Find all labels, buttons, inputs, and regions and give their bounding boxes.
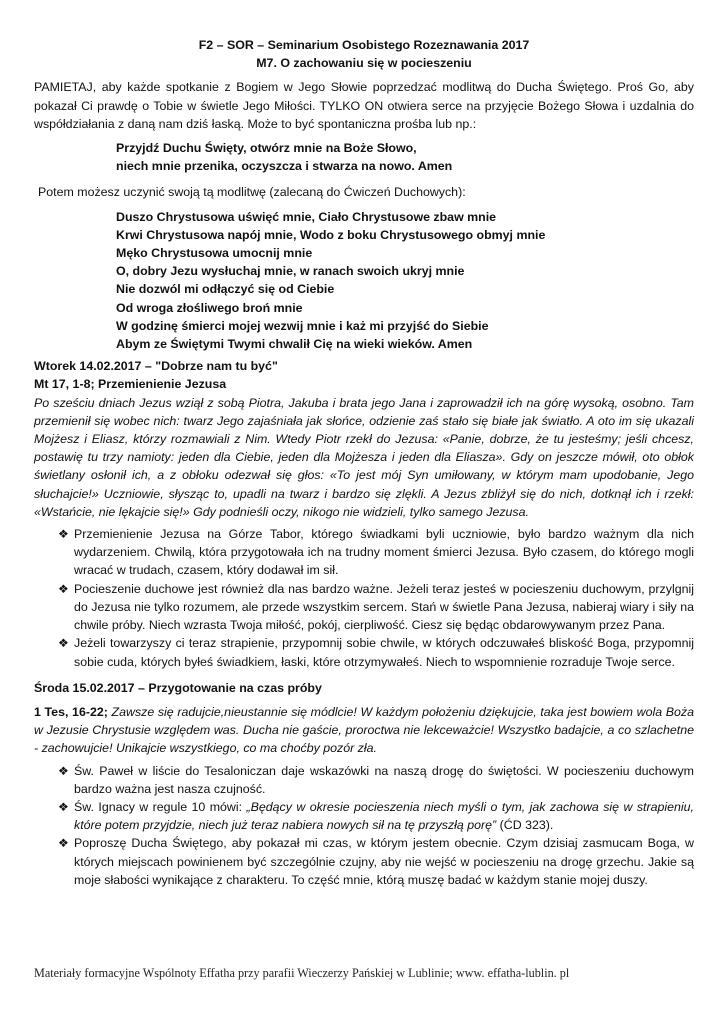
day1-section (34, 357, 694, 670)
diamond-bullet-icon: ❖ (58, 581, 69, 596)
prayer-holy-spirit (116, 139, 694, 175)
intro2-paragraph: Potem możesz uczynić swoją tą modlitwę (zalecaną do Ćwiczeń Duchowych): (38, 185, 466, 200)
document-header-line1: F2 – SOR – Seminarium Osobistego Rozeznawania 2017 (198, 38, 530, 52)
prayer-line: W godzinę śmierci mojej wezwij mnie i każ mi przyjść do Siebie (116, 318, 489, 333)
page-footer: Materiały formacyjne Wspólnoty Effatha przy parafii Wieczerzy Pańskiej w Lublinie; www. effatha-lublin. pl (34, 966, 570, 980)
day1-bullet-list (34, 525, 694, 671)
prayer-line: Duszo Chrystusowa uświęć mnie, Ciało Chrystusowe zbaw mnie (116, 209, 497, 224)
prayer-line: Nie dozwól mi odłączyć się od Ciebie (116, 282, 335, 297)
document-title: M7. O zachowaniu się w pocieszeniu (256, 56, 472, 71)
prayer-anima-christi (116, 208, 694, 354)
day1-reading-ref: Mt 17, 1-8; Przemienienie Jezusa (34, 377, 227, 392)
list-item: ❖ Jeżeli towarzyszy ci teraz strapienie, przypomnij sobie chwile, w których odczuwałeś bliskość Boga, przypomnij sobie cuda, których byłeś świadkiem, łaski, które otrzymywałeś. Niech to wspomnienie rozraduje Twoje serce. (58, 636, 694, 669)
day1-title: Wtorek 14.02.2017 – "Dobrze nam tu być" (34, 359, 278, 374)
prayer-line: Abym ze Świętymi Twymi chwalił Cię na wieki wieków. Amen (116, 337, 473, 352)
diamond-bullet-icon: ❖ (58, 763, 69, 778)
list-item: ❖ Przemienienie Jezusa na Górze Tabor, którego świadkami byli uczniowie, było bardzo ważnym dla nich wydarzeniem. Chwilą, która przygotowała ich na trudny moment śmierci Jezusa. Było czasem, do którego mogli wracać w trudach, czasem, który dodawał im sił. (58, 527, 694, 578)
prayer-line: O, dobry Jezu wysłuchaj mnie, w ranach swoich ukryj mnie (116, 264, 465, 279)
prayer-line: Przyjdź Duchu Święty, otwórz mnie na Boże Słowo, (116, 141, 417, 156)
list-item: ❖ Pocieszenie duchowe jest również dla nas bardzo ważne. Jeżeli teraz jesteś w pocieszeniu duchowym, przylgnij do Jezusa nie tylko rozumem, ale przede wszystkim sercem. Stań w świetle Pana Jezusa, nabieraj wiary i siły na chwile próby. Niech wzrasta Twoja miłość, pokój, cierpliwość. Ciesz się będąc obdarowywanym przez Pana. (58, 581, 694, 633)
day2-reading: Zawsze się radujcie,nieustannie się módlcie! W każdym położeniu dziękujcie, taka jest bowiem wola Boża w Jezusie Chrystusie względem was. Ducha nie gaście, proroctwa nie lekceważcie! Wszystko badajcie, a co szlachetne - zachowujcie! Unikajcie wszystkiego, co ma choćby pozór zła. (34, 704, 695, 756)
diamond-bullet-icon: ❖ (58, 799, 69, 814)
diamond-bullet-icon: ❖ (58, 636, 69, 651)
prayer-line: Od wroga złośliwego broń mnie (116, 300, 303, 315)
list-item: ❖ Św. Paweł w liście do Tesaloniczan daje wskazówki na naszą drogę do świętości. W pocieszeniu duchowym bardzo ważna jest nasza czujność. (58, 763, 694, 796)
day2-bullet-list (34, 762, 694, 889)
list-item: ❖ Poproszę Ducha Świętego, aby pokazał mi czas, w którym jestem obecnie. Czym dzisiaj zasmucam Boga, w których miejscach powinienem być szczególnie czujny, aby nie wejść w pocieszeniu na drogę grzechu. Jakie są moje słabości wynikające z charakteru. To część mnie, którą muszę badać w każdym stanie mojej duszy. (58, 836, 694, 887)
prayer-line: Krwi Chrystusowa napój mnie, Wodo z boku Chrystusowego obmyj mnie (116, 227, 546, 242)
day1-reading: Po sześciu dniach Jezus wziął z sobą Piotra, Jakuba i brata jego Jana i zaprowadził ich na górę wysoką, osobno. Tam przemienił się wobec nich: twarz Jego zajaśniała jak słońce, odzienie zaś stało się białe jak światło. A oto im się ukazali Mojżesz i Eliasz, którzy rozmawiali z Nim. Wtedy Piotr rzekł do Jezusa: «Panie, dobrze, że tu jesteśmy; jeśli chcesz, postawię tu trzy namioty: jeden dla Ciebie, jeden dla Mojżesza i jeden dla Eliasza». Gdy on jeszcze mówił, oto obłok świetlany osłonił ich, a z obłoku odezwał się głos: «To jest mój Syn umiłowany, w którym mam upodobanie, Jego słuchajcie!» Uczniowie, słysząc to, upadli na twarz i bardzo się zlękli. A Jezus zbliżył się do nich, dotknął ich i rzekł: «Wstańcie, nie lękajcie się!» Gdy podnieśli oczy, nikogo nie widzieli, tylko samego Jezusa. (34, 395, 694, 519)
prayer-line: niech mnie przenika, oczyszcza i stwarza na nowo. Amen (116, 159, 453, 174)
intro-paragraph: PAMIETAJ, aby każde spotkanie z Bogiem w Jego Słowie poprzedzać modlitwą do Ducha Świętego. Proś Go, aby pokazał Ci prawdę o Tobie w świetle Jego Miłości. TYLKO ON otwiera serce na przyjęcie Bożego Słowa i uzdalnia do współdziałania z daną nam dziś łaską. Może to być spontaniczna prośba lub np.: (34, 80, 694, 131)
prayer-line: Męko Chrystusowa umocnij mnie (116, 246, 313, 261)
list-item: ❖ Św. Ignacy w regule 10 mówi: „Będący w okresie pocieszenia niech myśli o tym, jak zachowa się w strapieniu, które potem przyjdzie, niech już teraz nabiera nowych sił na tę przyszłą porę” (ĆD 323). (58, 799, 694, 833)
document-page (34, 36, 694, 889)
day2-title: Środa 15.02.2017 – Przygotowanie na czas próby (34, 680, 322, 695)
day2-reading-ref: 1 Tes, 16-22; (34, 704, 108, 719)
day2-section (34, 679, 694, 889)
diamond-bullet-icon: ❖ (58, 527, 69, 542)
diamond-bullet-icon: ❖ (58, 836, 69, 851)
day2-reading-paragraph (34, 703, 694, 758)
